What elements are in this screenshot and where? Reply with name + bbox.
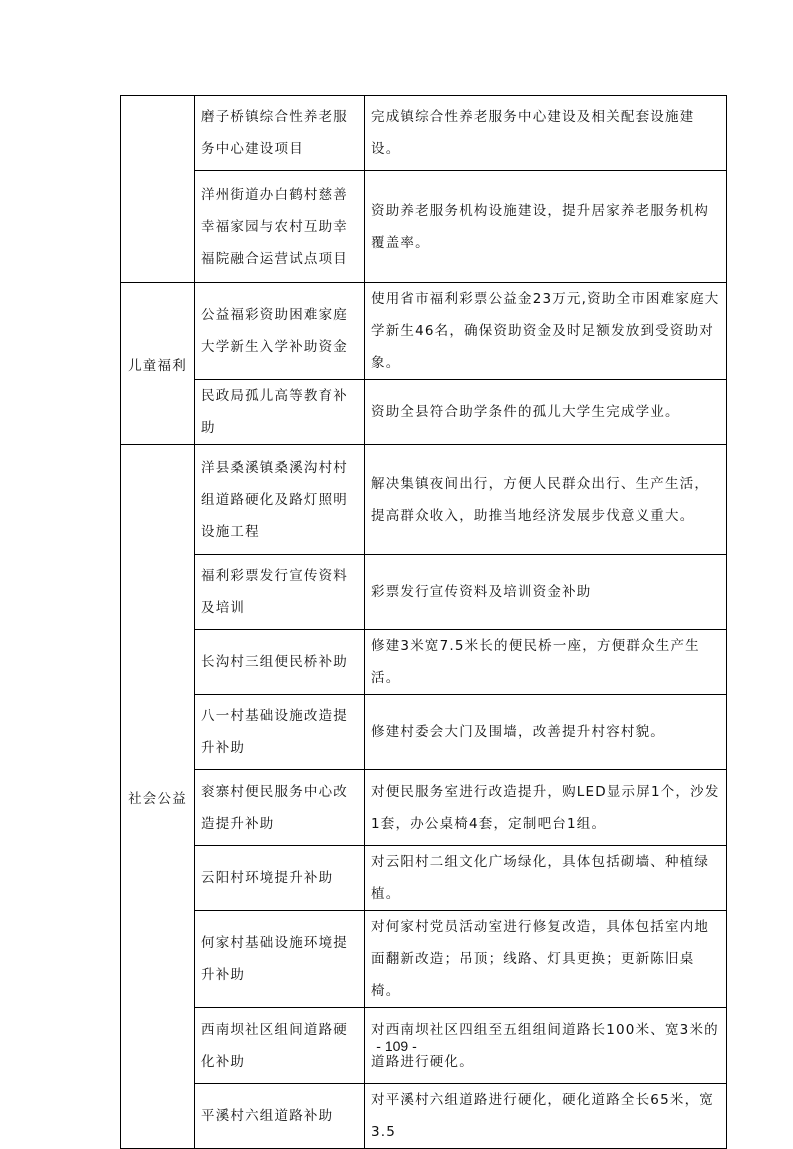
project-content-cell: 对便民服务室进行改造提升，购LED显示屏1个，沙发1套，办公桌椅4套，定制吧台1组。: [365, 770, 727, 846]
project-name-cell: 公益福彩资助困难家庭大学新生入学补助资金: [195, 283, 365, 380]
project-name-cell: 云阳村环境提升补助: [195, 846, 365, 911]
table-row: [121, 1084, 727, 1149]
project-content-cell: 解决集镇夜间出行，方便人民群众出行、生产生活，提高群众收入，助推当地经济发展步伐意义重大。: [365, 445, 727, 555]
table-row: [121, 630, 727, 695]
project-content-cell: 对平溪村六组道路进行硬化，硬化道路全长65米，宽3.5: [365, 1084, 727, 1149]
project-name-cell: 八一村基础设施改造提升补助: [195, 695, 365, 770]
category-cell: [121, 96, 195, 283]
category-cell: 儿童福利: [121, 283, 195, 445]
project-content-cell: 修建村委会大门及围墙，改善提升村容村貌。: [365, 695, 727, 770]
project-content-cell: 资助养老服务机构设施建设，提升居家养老服务机构覆盖率。: [365, 171, 727, 283]
table-row: [121, 770, 727, 846]
table-row: [121, 695, 727, 770]
table-row: [121, 911, 727, 1008]
project-content-cell: 对云阳村二组文化广场绿化，具体包括砌墙、种植绿植。: [365, 846, 727, 911]
table-row: [121, 283, 727, 380]
project-content-cell: 完成镇综合性养老服务中心建设及相关配套设施建设。: [365, 96, 727, 171]
project-name-cell: 磨子桥镇综合性养老服务中心建设项目: [195, 96, 365, 171]
project-name-cell: 民政局孤儿高等教育补助: [195, 380, 365, 445]
project-name-cell: 西南坝社区组间道路硬化补助: [195, 1008, 365, 1084]
project-name-cell: 平溪村六组道路补助: [195, 1084, 365, 1149]
project-content-cell: 资助全县符合助学条件的孤儿大学生完成学业。: [365, 380, 727, 445]
project-name-cell: 福利彩票发行宣传资料及培训: [195, 555, 365, 630]
project-content-cell: 修建3米宽7.5米长的便民桥一座，方便群众生产生活。: [365, 630, 727, 695]
project-content-cell: 对西南坝社区四组至五组组间道路长100米、宽3米的道路进行硬化。: [365, 1008, 727, 1084]
project-content-cell: 彩票发行宣传资料及培训资金补助: [365, 555, 727, 630]
project-content-cell: 对何家村党员活动室进行修复改造，具体包括室内地面翻新改造；吊顶；线路、灯具更换；更新陈旧桌椅。: [365, 911, 727, 1008]
table-row: [121, 380, 727, 445]
table-row: [121, 96, 727, 171]
table-row: [121, 445, 727, 555]
table-row: [121, 171, 727, 283]
table-row: [121, 555, 727, 630]
project-name-cell: 洋州街道办白鹤村慈善幸福家园与农村互助幸福院融合运营试点项目: [195, 171, 365, 283]
project-content-cell: 使用省市福利彩票公益金23万元,资助全市困难家庭大学新生46名，确保资助资金及时足额发放到受资助对象。: [365, 283, 727, 380]
project-table: [120, 95, 727, 1149]
table-row: [121, 846, 727, 911]
project-name-cell: 衮寨村便民服务中心改造提升补助: [195, 770, 365, 846]
project-name-cell: 何家村基础设施环境提升补助: [195, 911, 365, 1008]
project-name-cell: 长沟村三组便民桥补助: [195, 630, 365, 695]
project-name-cell: 洋县桑溪镇桑溪沟村村组道路硬化及路灯照明设施工程: [195, 445, 365, 555]
category-cell: 社会公益: [121, 445, 195, 1149]
page-number: - 109 -: [376, 1038, 417, 1054]
